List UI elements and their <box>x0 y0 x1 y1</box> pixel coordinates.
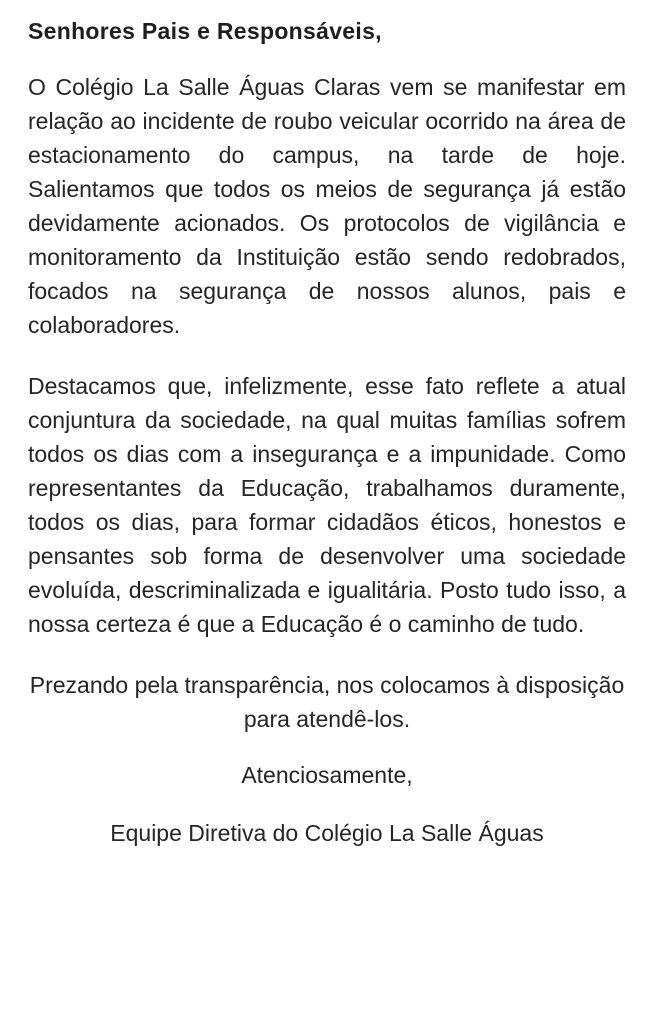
letter-availability-note: Prezando pela transparência, nos colocamos à disposição para atendê-los. <box>29 672 625 732</box>
letter-paragraph-society: Destacamos que, infelizmente, esse fato reflete a atual conjuntura da sociedade, na qual muitas famílias sofrem todos os dias com a insegurança e a impunidade. Como representantes da Educação, trabalhamos duramente, todos os dias, para formar cidadãos éticos, honestos e pensantes sob forma de desenvolver uma sociedade evoluída, descriminalizada e igualitária. Posto tudo isso, a nossa certeza é que a Educação é o caminho de tudo. <box>28 373 626 637</box>
letter-signature: Equipe Diretiva do Colégio La Salle Águas <box>110 820 544 846</box>
letter-document <box>28 14 626 850</box>
letter-closing: Atenciosamente, <box>241 762 413 788</box>
letter-paragraph-incident: O Colégio La Salle Águas Claras vem se manifestar em relação ao incidente de roubo veicular ocorrido na área de estacionamento do campus, na tarde de hoje. Salientamos que todos os meios de segurança já estão devidamente acionados. Os protocolos de vigilância e monitoramento da Instituição estão sendo redobrados, focados na segurança de nossos alunos, pais e colaboradores. <box>28 74 626 338</box>
letter-salutation: Senhores Pais e Responsáveis, <box>28 18 382 44</box>
